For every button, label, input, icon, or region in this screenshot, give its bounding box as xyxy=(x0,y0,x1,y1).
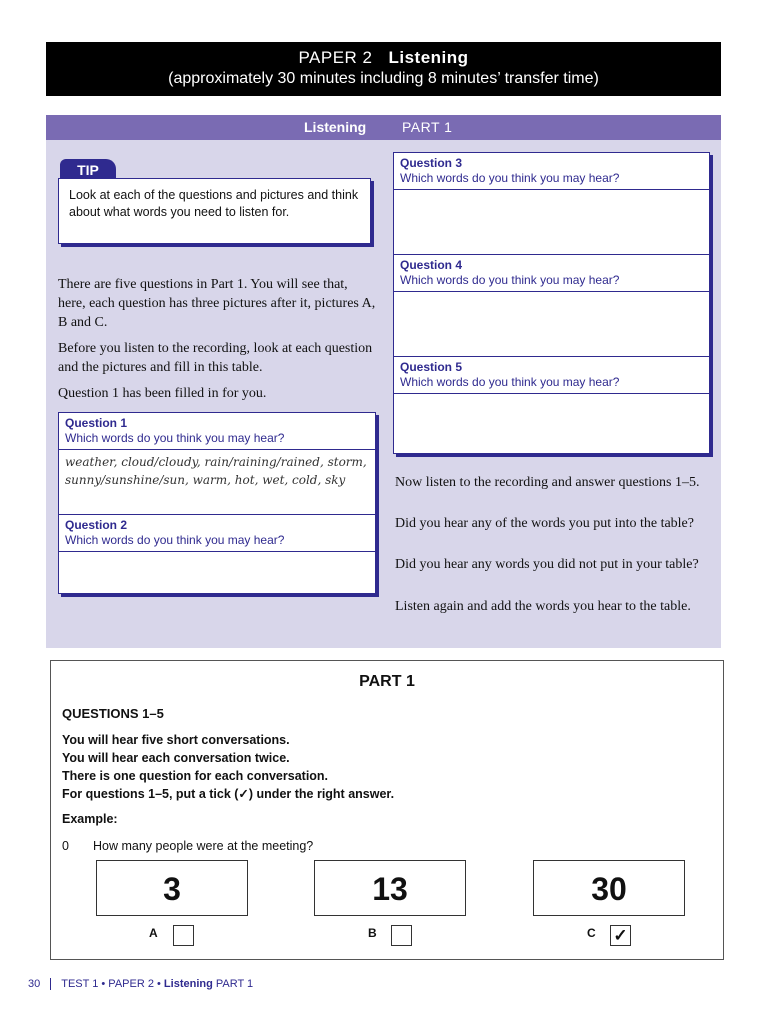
question-4-answer[interactable] xyxy=(394,292,709,357)
part-bar-part: PART 1 xyxy=(402,119,453,135)
after-paragraph-4: Listen again and add the words you hear to the table. xyxy=(395,599,691,614)
intro-paragraph-1: There are five questions in Part 1. You will see that, here, each question has three pictures after it, pictures A, B and C. xyxy=(58,277,376,330)
exam-subtitle: QUESTIONS 1–5 xyxy=(62,706,164,721)
instruction-line: There is one question for each conversation. xyxy=(62,769,329,783)
part-bar xyxy=(46,115,721,140)
question-5-title: Question 5 xyxy=(400,360,463,374)
option-b-picture: 13 xyxy=(314,860,466,916)
question-2-header xyxy=(59,515,375,552)
practice-panel xyxy=(46,115,721,648)
example-label: Example: xyxy=(62,812,118,826)
question-3-header xyxy=(394,153,709,190)
footer-section: Listening xyxy=(163,978,213,990)
example-number: 0 xyxy=(62,839,69,853)
exam-part-1 xyxy=(50,660,724,960)
question-3-answer[interactable] xyxy=(394,190,709,255)
question-2-title: Question 2 xyxy=(65,518,128,532)
option-c-picture: 30 xyxy=(533,860,685,916)
question-table-right xyxy=(393,152,710,454)
question-5-prompt: Which words do you think you may hear? xyxy=(400,375,620,389)
option-a-tick-box[interactable] xyxy=(173,925,194,946)
exam-instructions xyxy=(62,731,394,803)
page-number: 30 xyxy=(28,978,41,990)
after-paragraph-3: Did you hear any words you did not put in your table? xyxy=(395,557,699,572)
instruction-line: You will hear each conversation twice. xyxy=(62,751,290,765)
tip-tab: TIP xyxy=(60,159,116,181)
question-3-title: Question 3 xyxy=(400,156,463,170)
option-c-tick-box[interactable]: ✓ xyxy=(610,925,631,946)
question-5-header xyxy=(394,357,709,394)
after-paragraph-1: Now listen to the recording and answer questions 1–5. xyxy=(395,475,700,490)
example-question xyxy=(62,839,313,853)
question-4-header xyxy=(394,255,709,292)
part-bar-label: Listening xyxy=(304,119,367,135)
question-4-prompt: Which words do you think you may hear? xyxy=(400,273,620,287)
paper-number: PAPER 2 xyxy=(298,48,373,67)
footer-divider xyxy=(50,978,51,990)
footer-part: PART 1 xyxy=(215,978,254,990)
instruction-line: You will hear five short conversations. xyxy=(62,733,290,747)
question-1-header xyxy=(59,413,375,450)
intro-paragraph-3: Question 1 has been filled in for you. xyxy=(58,386,267,401)
question-table-left xyxy=(58,412,376,594)
question-3-prompt: Which words do you think you may hear? xyxy=(400,171,620,185)
question-2-answer[interactable] xyxy=(59,552,375,608)
question-1-answer[interactable]: weather, cloud/cloudy, rain/raining/rained, storm, sunny/sunshine/sun, warm, hot, wet, cold, sky xyxy=(59,450,375,515)
intro-paragraph-2: Before you listen to the recording, look at each question and the pictures and fill in this table. xyxy=(58,341,373,375)
example-question-text: How many people were at the meeting? xyxy=(93,839,314,853)
paper-section: Listening xyxy=(388,48,469,67)
instruction-line: For questions 1–5, put a tick (✓) under the right answer. xyxy=(62,787,395,801)
tip-box: Look at each of the questions and pictures and think about what words you need to listen for. xyxy=(58,178,371,244)
option-b-tick-box[interactable] xyxy=(391,925,412,946)
question-4-title: Question 4 xyxy=(400,258,463,272)
option-a-picture: 3 xyxy=(96,860,248,916)
option-c-label: C xyxy=(587,926,596,940)
paper-header xyxy=(46,42,721,96)
option-a-label: A xyxy=(149,926,158,940)
question-1-title: Question 1 xyxy=(65,416,128,430)
question-5-answer[interactable] xyxy=(394,394,709,454)
option-b-label: B xyxy=(368,926,377,940)
paper-title xyxy=(46,48,721,68)
question-2-prompt: Which words do you think you may hear? xyxy=(65,533,285,547)
exam-title: PART 1 xyxy=(359,673,415,690)
after-paragraph-2: Did you hear any of the words you put into the table? xyxy=(395,516,694,531)
paper-subtitle: (approximately 30 minutes including 8 minutes’ transfer time) xyxy=(168,70,599,87)
page-footer xyxy=(28,978,253,990)
footer-pre: TEST 1 • PAPER 2 • xyxy=(61,978,161,990)
question-1-prompt: Which words do you think you may hear? xyxy=(65,431,285,445)
